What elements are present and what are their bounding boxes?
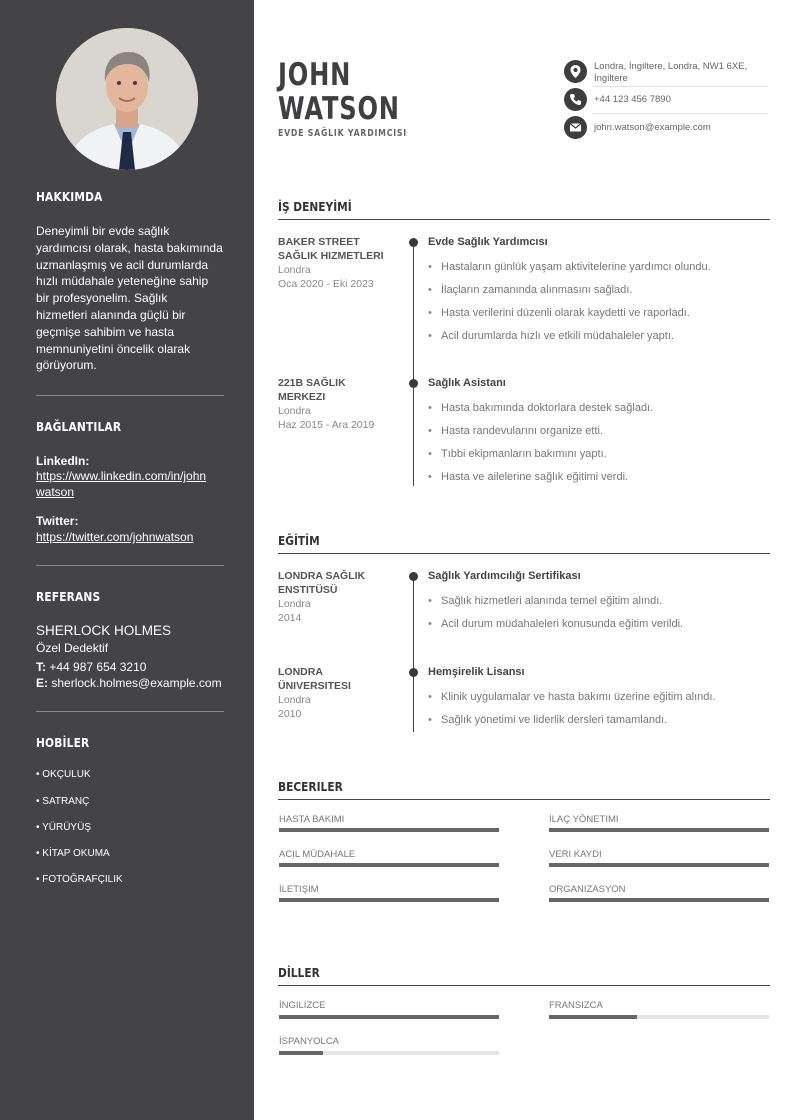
languages-title: DİLLER bbox=[278, 965, 320, 980]
about-line: Deneyimli bir evde sağlık bbox=[36, 224, 170, 238]
twitter-label: Twitter: bbox=[36, 514, 79, 528]
experience-bullet: • Hasta verilerini düzenli olarak kaydetti ve raporladı. bbox=[441, 307, 690, 319]
hobby-item: • SATRANÇ bbox=[36, 796, 90, 807]
about-line: görüyorum. bbox=[36, 358, 97, 373]
language-label: İSPANYOLCA bbox=[279, 1036, 340, 1047]
reference-role: Özel Dedektif bbox=[36, 641, 109, 655]
experience-bullet: • Acil durumlarda hızlı ve etkili müdahaleler yaptı. bbox=[441, 330, 674, 342]
skill-bar-fill bbox=[279, 898, 499, 902]
experience-org bbox=[278, 236, 400, 263]
sidebar-divider bbox=[36, 711, 224, 712]
skill-bar bbox=[549, 863, 769, 867]
education-org-line: LONDRA SAĞLIK bbox=[278, 570, 366, 582]
education-title: EĞİTİM bbox=[278, 533, 320, 548]
language-bar bbox=[279, 1015, 499, 1019]
contact-phone: +44 123 456 7890 bbox=[594, 94, 671, 105]
experience-city: Londra bbox=[278, 264, 311, 276]
about-title: HAKKIMDA bbox=[36, 189, 103, 204]
experience-bullet: • Hasta bakımında doktorlara destek sağladı. bbox=[441, 402, 653, 414]
timeline-dot bbox=[409, 379, 418, 388]
experience-org-line: 221B SAĞLIK bbox=[278, 377, 346, 389]
contact-divider bbox=[592, 113, 768, 114]
skill-bar bbox=[549, 828, 769, 832]
reference-phone-row bbox=[36, 660, 146, 674]
education-dates: 2014 bbox=[278, 612, 302, 624]
hobby-item: • FOTOĞRAFÇILIK bbox=[36, 874, 123, 885]
job-title: EVDE SAĞLIK YARDIMCISI bbox=[278, 128, 407, 139]
location-pin-icon bbox=[564, 60, 587, 83]
contact-email[interactable]: john.watson@example.com bbox=[594, 122, 711, 133]
experience-title: İŞ DENEYİMİ bbox=[278, 199, 352, 214]
education-role: Sağlık Yardımcılığı Sertifikası bbox=[428, 570, 581, 582]
experience-city: Londra bbox=[278, 405, 311, 417]
language-bar bbox=[549, 1015, 769, 1019]
education-dates: 2010 bbox=[278, 708, 302, 720]
skill-label: ORGANIZASYON bbox=[549, 884, 626, 895]
profile-photo bbox=[56, 28, 198, 170]
education-bullet: • Sağlık yönetimi ve liderlik dersleri tamamlandı. bbox=[441, 714, 667, 726]
skill-bar-fill bbox=[279, 863, 499, 867]
education-bullet: • Sağlık hizmetleri alanında temel eğitim alındı. bbox=[441, 595, 662, 607]
skill-bar bbox=[279, 863, 499, 867]
education-org-line: LONDRA bbox=[278, 666, 323, 678]
education-org-line: ENSTITÜSÜ bbox=[278, 583, 338, 596]
experience-role: Sağlık Asistanı bbox=[428, 377, 506, 389]
reference-name: SHERLOCK HOLMES bbox=[36, 623, 172, 638]
timeline-dot bbox=[409, 238, 418, 247]
section-divider bbox=[278, 799, 770, 800]
about-line: uzmanlaşmış ve acil durumlarda bbox=[36, 257, 209, 272]
skill-label: ACIL MÜDAHALE bbox=[279, 849, 356, 860]
linkedin-label: LinkedIn: bbox=[36, 454, 90, 468]
phone-icon bbox=[564, 88, 587, 111]
experience-role: Evde Sağlık Yardımcısı bbox=[428, 236, 548, 248]
experience-dates: Oca 2020 - Eki 2023 bbox=[278, 278, 374, 290]
contact-address bbox=[594, 61, 747, 84]
links-title: BAĞLANTILAR bbox=[36, 419, 122, 434]
experience-org-line: MERKEZI bbox=[278, 390, 326, 403]
skill-bar bbox=[279, 828, 499, 832]
profile-photo-illustration bbox=[56, 28, 198, 170]
experience-bullet: • Hastaların günlük yaşam aktivitelerine yardımcı olundu. bbox=[441, 261, 711, 273]
linkedin-link-continued[interactable]: watson bbox=[36, 485, 75, 499]
language-bar-fill bbox=[279, 1051, 323, 1055]
skill-label: İLAÇ YÖNETIMI bbox=[549, 814, 619, 825]
language-label: FRANSIZCA bbox=[549, 1000, 603, 1011]
experience-timeline bbox=[413, 238, 414, 486]
section-divider bbox=[278, 985, 770, 986]
education-org bbox=[278, 570, 400, 597]
reference-title: REFERANS bbox=[36, 589, 101, 604]
reference-phone-label: T: bbox=[36, 660, 46, 674]
skills-title: BECERILER bbox=[278, 779, 343, 794]
education-city: Londra bbox=[278, 598, 311, 610]
skill-bar bbox=[279, 898, 499, 902]
education-role: Hemşirelik Lisansı bbox=[428, 666, 525, 678]
contact-divider bbox=[592, 86, 768, 87]
reference-email: sherlock.holmes@example.com bbox=[51, 676, 222, 690]
experience-org-line: SAĞLIK HIZMETLERI bbox=[278, 249, 384, 262]
email-icon bbox=[564, 116, 587, 139]
skill-bar-fill bbox=[549, 898, 769, 902]
education-org bbox=[278, 666, 400, 693]
last-name: WATSON bbox=[278, 91, 400, 127]
education-org-line: ÜNIVERSITESI bbox=[278, 679, 351, 692]
experience-bullet: • Hasta ve ailelerine sağlık eğitimi verdi. bbox=[441, 471, 628, 483]
hobbies-title: HOBİLER bbox=[36, 735, 90, 750]
education-bullet: • Klinik uygulamalar ve hasta bakımı üzerine eğitim alındı. bbox=[441, 691, 716, 703]
skill-label: VERI KAYDI bbox=[549, 849, 602, 860]
about-line: memnuniyetini öncelik olarak bbox=[36, 341, 191, 356]
twitter-link[interactable]: https://twitter.com/johnwatson bbox=[36, 530, 194, 544]
first-name: JOHN bbox=[278, 57, 352, 93]
about-line: hızlı müdahale yeteneğine sahip bbox=[36, 274, 209, 289]
about-line: yardımcısı olarak, hasta bakımında bbox=[36, 240, 223, 255]
experience-bullet: • İlaçların zamanında alınmasını sağladı. bbox=[441, 284, 632, 296]
experience-bullet: • Tıbbi ekipmanların bakımını yaptı. bbox=[441, 448, 607, 460]
skill-bar-fill bbox=[549, 863, 769, 867]
section-divider bbox=[278, 219, 770, 220]
reference-email-label: E: bbox=[36, 676, 48, 690]
language-label: İNGILIZCE bbox=[279, 1000, 326, 1011]
about-line: geçmişe sahibim ve hasta bbox=[36, 324, 175, 339]
contact-address-line: Londra, İngiltere, Londra, NW1 6XE, bbox=[594, 61, 748, 72]
hobby-item: • OKÇULUK bbox=[36, 769, 91, 780]
hobby-item: • YÜRÜYÜŞ bbox=[36, 822, 91, 833]
sidebar-divider bbox=[36, 565, 224, 566]
education-timeline bbox=[413, 572, 414, 732]
skill-bar bbox=[549, 898, 769, 902]
sidebar-divider bbox=[36, 395, 224, 396]
sidebar bbox=[0, 0, 254, 1120]
experience-org-line: BAKER STREET bbox=[278, 236, 360, 248]
contact-address-line: İngiltere bbox=[594, 72, 628, 84]
hobby-item: • KİTAP OKUMA bbox=[36, 848, 110, 859]
reference-email-row bbox=[36, 676, 222, 690]
skill-label: İLETIŞIM bbox=[279, 884, 319, 895]
section-divider bbox=[278, 553, 770, 554]
education-city: Londra bbox=[278, 694, 311, 706]
about-line: hizmetleri alanında güçlü bir bbox=[36, 307, 186, 322]
skill-bar-fill bbox=[279, 828, 499, 832]
language-bar-fill bbox=[279, 1015, 499, 1019]
timeline-dot bbox=[409, 572, 418, 581]
reference-phone: +44 987 654 3210 bbox=[49, 660, 147, 674]
skill-label: HASTA BAKIMI bbox=[279, 814, 345, 825]
timeline-dot bbox=[409, 668, 418, 677]
linkedin-link[interactable]: https://www.linkedin.com/in/john bbox=[36, 469, 207, 483]
about-line: bir profesyonelim. Sağlık bbox=[36, 291, 168, 306]
experience-bullet: • Hasta randevularını organize etti. bbox=[441, 425, 603, 437]
language-bar-fill bbox=[549, 1015, 637, 1019]
education-bullet: • Acil durum müdahaleleri konusunda eğitim verildi. bbox=[441, 618, 683, 630]
experience-dates: Haz 2015 - Ara 2019 bbox=[278, 419, 375, 431]
skill-bar-fill bbox=[549, 828, 769, 832]
about-text bbox=[36, 223, 226, 374]
language-bar bbox=[279, 1051, 499, 1055]
experience-org bbox=[278, 377, 400, 404]
